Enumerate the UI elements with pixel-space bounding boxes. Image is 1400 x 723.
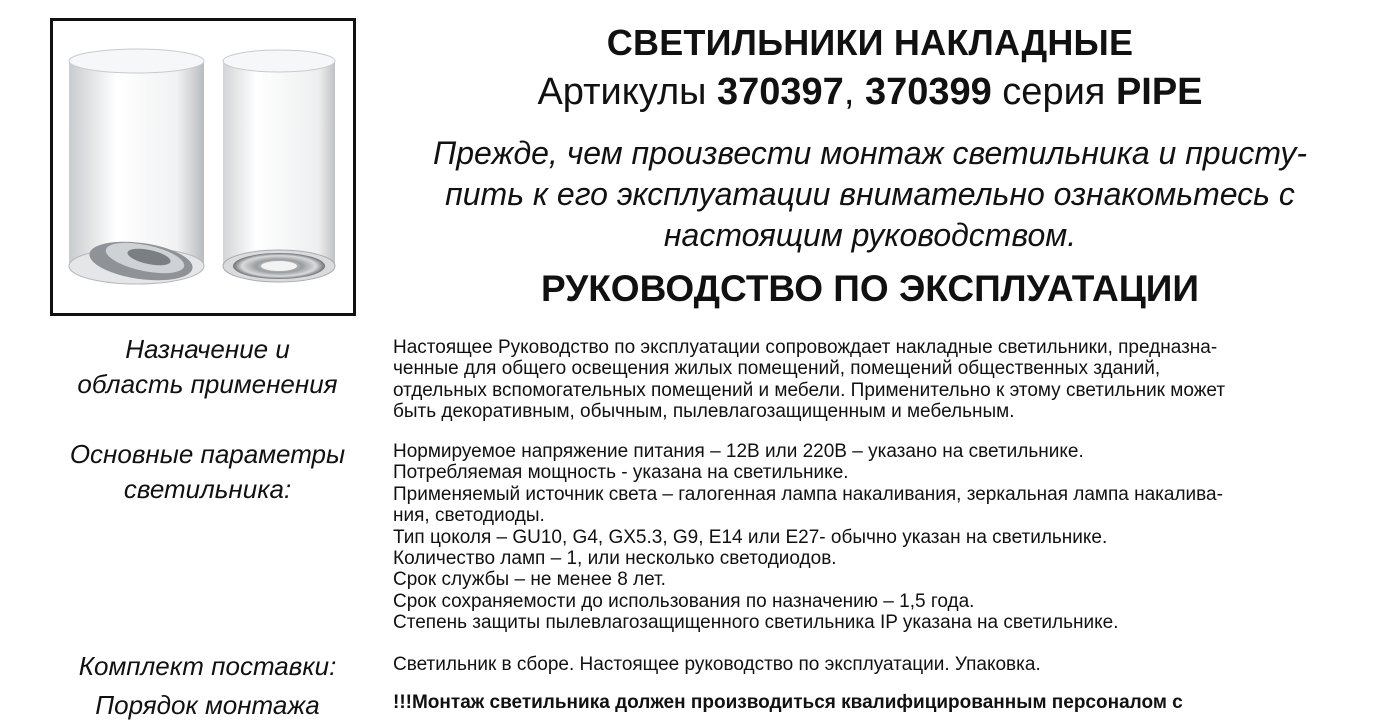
article-number-2: 370399 bbox=[864, 71, 992, 113]
notice-line: Прежде, чем произвести монтаж светильника и присту- bbox=[433, 135, 1307, 171]
params-text bbox=[393, 441, 1353, 634]
series-label: серия bbox=[991, 71, 1116, 113]
luminaire-370399-image bbox=[223, 50, 335, 282]
params-line: Нормируемое напряжение питания – 12В или 220В – указано на светильнике. bbox=[393, 441, 1084, 462]
purpose-line: Настоящее Руководство по эксплуатации сопровождает накладные светильники, предназна- bbox=[393, 337, 1218, 358]
params-line: Тип цоколя – GU10, G4, GX5.3, G9, E14 или E27- обычно указан на светильнике. bbox=[393, 526, 1108, 548]
manual-heading: РУКОВОДСТВО ПО ЭКСПЛУАТАЦИИ bbox=[541, 268, 1199, 309]
mounting-warning-text: !!!Монтаж светильника должен производиться квалифицированным персоналом с bbox=[393, 692, 1183, 713]
params-line: Срок службы – не менее 8 лет. bbox=[393, 569, 666, 591]
purpose-label bbox=[40, 332, 375, 402]
article-separator: , bbox=[843, 71, 865, 113]
luminaire-370397-image bbox=[69, 49, 204, 286]
notice-line: пить к его эксплуатации внимательно ознакомьтесь с bbox=[445, 176, 1295, 212]
params-line: Степень защиты пылевлагозащищенного светильника IP указана на светильнике. bbox=[393, 612, 1119, 634]
notice-line: настоящим руководством. bbox=[663, 217, 1077, 253]
purpose-line: ченные для общего освещения жилых помещений, помещений общественных зданий, bbox=[393, 358, 1161, 380]
package-text: Светильник в сборе. Настоящее руководство по эксплуатации. Упаковка. bbox=[393, 654, 1041, 675]
params-label bbox=[40, 437, 375, 507]
purpose-text bbox=[393, 337, 1353, 423]
params-line: Срок сохраняемости до использования по назначению – 1,5 года. bbox=[393, 590, 975, 612]
article-number-1: 370397 bbox=[717, 71, 844, 113]
params-label-line: Основные параметры bbox=[69, 439, 346, 469]
purpose-label-line: область применения bbox=[77, 369, 338, 399]
params-line: Потребляемая мощность - указана на светильнике. bbox=[393, 462, 849, 484]
articles-prefix: Артикулы bbox=[537, 71, 717, 113]
params-line: Количество ламп – 1, или несколько светодиодов. bbox=[393, 548, 837, 570]
purpose-line: быть декоративным, обычным, пылевлагозащищенным и мебельным. bbox=[393, 401, 1015, 423]
package-label: Комплект поставки: bbox=[78, 651, 337, 681]
article-line bbox=[380, 71, 1360, 114]
product-photo bbox=[50, 18, 356, 316]
params-label-line: светильника: bbox=[123, 474, 292, 504]
params-line: ния, светодиоды. bbox=[393, 505, 545, 527]
series-name: PIPE bbox=[1115, 71, 1203, 113]
read-before-use-notice bbox=[380, 133, 1360, 256]
document-title: СВЕТИЛЬНИКИ НАКЛАДНЫЕ bbox=[606, 22, 1134, 63]
purpose-label-line: Назначение и bbox=[125, 334, 290, 364]
mounting-label: Порядок монтажа bbox=[95, 690, 320, 720]
purpose-line: отдельных вспомогательных помещений и мебели. Применительно к этому светильник может bbox=[393, 379, 1226, 401]
params-line: Применяемый источник света – галогенная лампа накаливания, зеркальная лампа накалива- bbox=[393, 483, 1223, 505]
